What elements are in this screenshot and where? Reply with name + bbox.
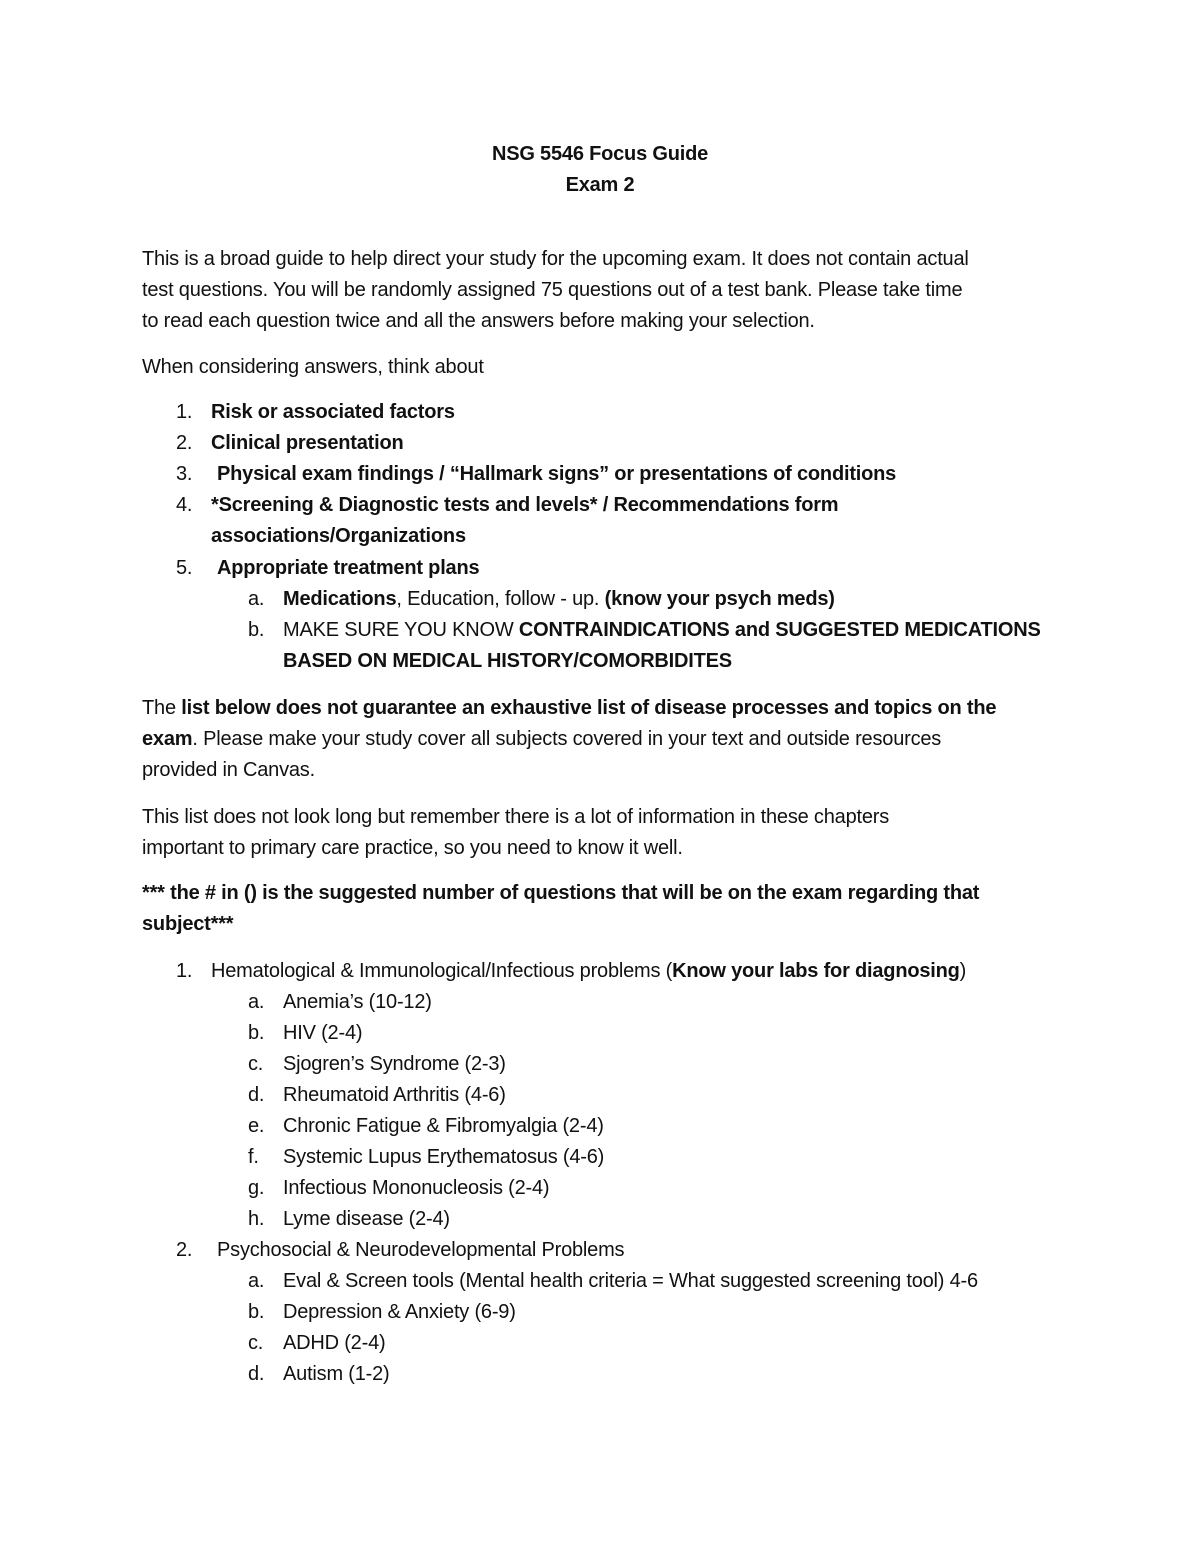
disclaimer-plain: . Please make your study cover all subjects covered in your text and outside resources <box>192 728 942 750</box>
question-count-note-continued: subject*** <box>142 913 234 935</box>
topic-heading <box>211 960 966 983</box>
consider-item: Appropriate treatment plans <box>217 557 480 579</box>
topic-item: Eval & Screen tools (Mental health criteria = What suggested screening tool) 4-6 <box>283 1270 978 1292</box>
sub-list-letter: c. <box>248 1053 264 1075</box>
intro-line-1: This is a broad guide to help direct your study for the upcoming exam. It does not contain actual <box>142 248 969 270</box>
topic-item: Sjogren’s Syndrome (2-3) <box>283 1053 506 1075</box>
disclaimer-plain: The <box>142 697 182 719</box>
sub-item-plain: , Education, follow - up. <box>396 588 605 610</box>
sub-item-contraindications <box>283 619 1041 642</box>
disclaimer-bold: list below does not guarantee an exhaustive list of disease processes and topics on the <box>181 697 997 719</box>
disclaimer-line-3: provided in Canvas. <box>142 759 315 781</box>
sub-item-bold: CONTRAINDICATIONS and SUGGESTED MEDICATIONS <box>518 619 1041 641</box>
sub-list-letter: c. <box>248 1332 264 1354</box>
topic-label-bold: Know your labs for diagnosing <box>672 960 960 982</box>
consider-item: Clinical presentation <box>211 432 404 454</box>
sub-list-letter: b. <box>248 1301 265 1323</box>
disclaimer-line-2 <box>142 728 941 751</box>
topic-label: Hematological & Immunological/Infectious problems ( <box>211 960 673 982</box>
sub-item-plain: MAKE SURE YOU KNOW <box>283 619 519 641</box>
sub-item-bold: Medications <box>283 588 397 610</box>
consider-item-continued: associations/Organizations <box>211 525 466 547</box>
topic-item: Lyme disease (2-4) <box>283 1208 450 1230</box>
consider-item: *Screening & Diagnostic tests and levels* / Recommendations form <box>211 494 839 516</box>
topic-label-end: ) <box>959 960 967 982</box>
list-number: 4. <box>176 494 193 516</box>
sub-list-letter: b. <box>248 619 265 641</box>
consider-item: Physical exam findings / “Hallmark signs” or presentations of conditions <box>217 463 897 485</box>
intro-line-3: to read each question twice and all the answers before making your selection. <box>142 310 815 332</box>
topic-item: Rheumatoid Arthritis (4-6) <box>283 1084 506 1106</box>
consider-item: Risk or associated factors <box>211 401 455 423</box>
sub-list-letter: f. <box>248 1146 259 1168</box>
topic-item: Systemic Lupus Erythematosus (4-6) <box>283 1146 605 1168</box>
topic-item: Infectious Mononucleosis (2-4) <box>283 1177 550 1199</box>
topic-item: Chronic Fatigue & Fibromyalgia (2-4) <box>283 1115 604 1137</box>
sub-list-letter: h. <box>248 1208 265 1230</box>
sub-item-continued: BASED ON MEDICAL HISTORY/COMORBIDITES <box>283 650 732 672</box>
question-count-note: *** the # in () is the suggested number of questions that will be on the exam regarding that <box>142 882 980 904</box>
document-title: NSG 5546 Focus Guide <box>491 143 709 165</box>
list-number: 1. <box>176 401 193 423</box>
sub-list-letter: d. <box>248 1363 265 1385</box>
intro-line-2: test questions. You will be randomly assigned 75 questions out of a test bank. Please take time <box>142 279 963 301</box>
sub-list-letter: b. <box>248 1022 265 1044</box>
disclaimer-bold: exam <box>142 728 193 750</box>
list-number: 3. <box>176 463 193 485</box>
sub-list-letter: a. <box>248 991 265 1013</box>
note-line-1: This list does not look long but remember there is a lot of information in these chapters <box>142 806 890 828</box>
sub-item-bold: (know your psych meds) <box>604 588 835 610</box>
document-subtitle: Exam 2 <box>565 174 635 196</box>
topic-heading: Psychosocial & Neurodevelopmental Problems <box>217 1239 625 1261</box>
topic-item: ADHD (2-4) <box>283 1332 386 1354</box>
sub-list-letter: d. <box>248 1084 265 1106</box>
list-number: 2. <box>176 1239 193 1261</box>
sub-list-letter: e. <box>248 1115 265 1137</box>
list-number: 5. <box>176 557 193 579</box>
topic-item: Anemia’s (10-12) <box>283 991 432 1013</box>
sub-list-letter: a. <box>248 1270 265 1292</box>
topic-item: Depression & Anxiety (6-9) <box>283 1301 516 1323</box>
disclaimer-line-1 <box>142 697 996 720</box>
sub-list-letter: a. <box>248 588 265 610</box>
consider-lead: When considering answers, think about <box>142 356 484 378</box>
list-number: 2. <box>176 432 193 454</box>
note-line-2: important to primary care practice, so you need to know it well. <box>142 837 683 859</box>
topic-item: HIV (2-4) <box>283 1022 363 1044</box>
sub-item-medications <box>283 588 835 611</box>
list-number: 1. <box>176 960 193 982</box>
sub-list-letter: g. <box>248 1177 265 1199</box>
topic-item: Autism (1-2) <box>283 1363 390 1385</box>
